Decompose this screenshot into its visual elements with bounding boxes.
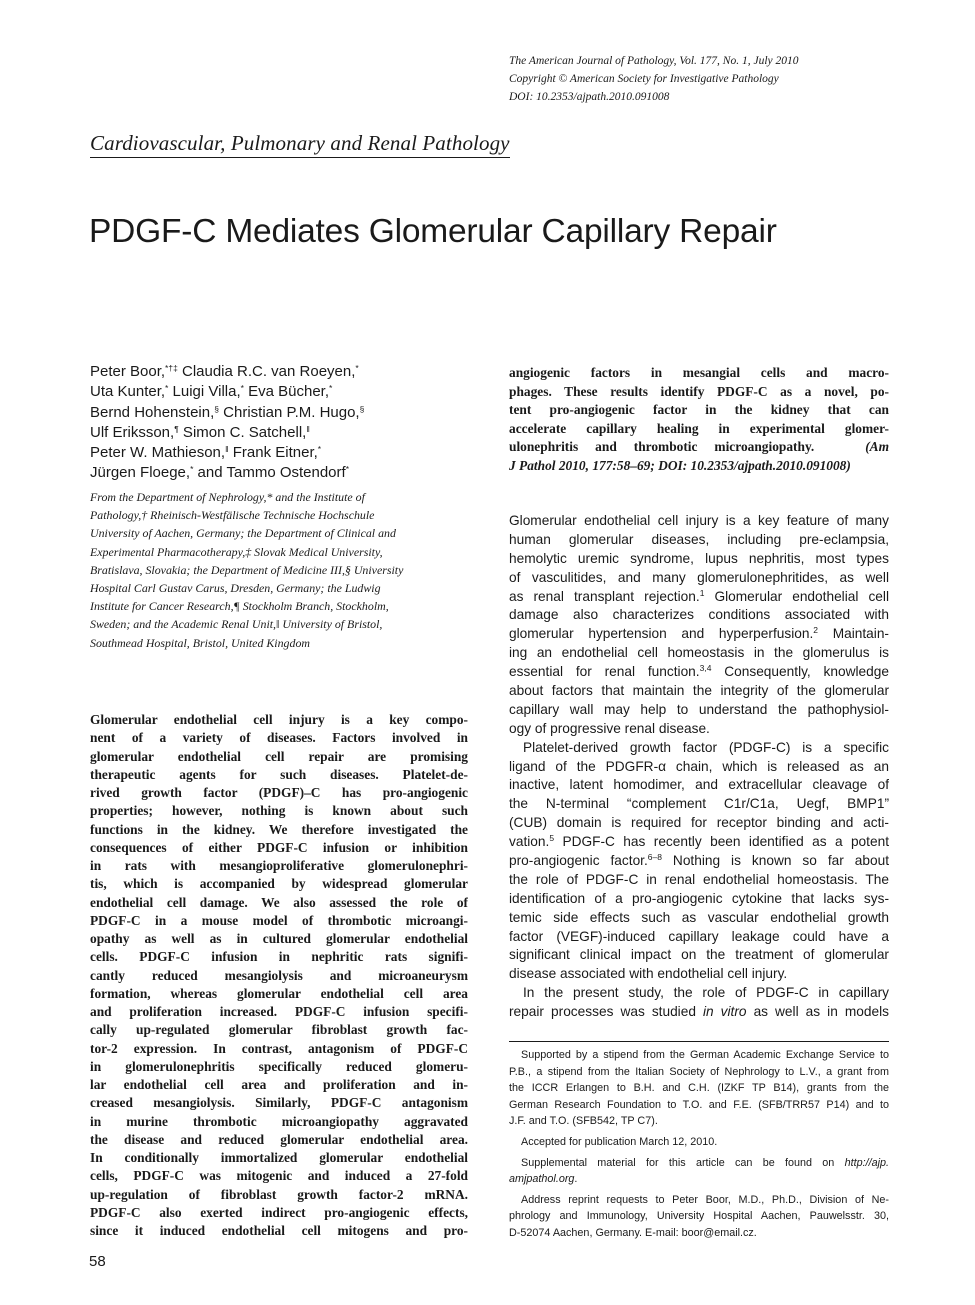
journal-copyright: Copyright © American Society for Investigative Pathology: [509, 73, 779, 85]
author-line: Peter Boor,*†‡ Claudia R.C. van Roeyen,*: [90, 363, 359, 380]
citation-line: J Pathol 2010, 177:58–69; DOI: 10.2353/ajpath.2010.091008): [509, 457, 851, 473]
abstract-line: the disease and reduced glomerular endothelial area.: [90, 1131, 468, 1147]
author-line: Peter W. Mathieson,‖ Frank Eitner,*: [90, 444, 322, 462]
abstract-line: in rats with mesangioproliferative glomerulonephri-: [90, 858, 468, 873]
affiliation-line: University of Aachen, Germany; the Department of Clinical and: [90, 526, 396, 541]
abstract-line: In conditionally immortalized glomerular endothelial: [90, 1150, 468, 1165]
body-line: human glomerular diseases, including pre-eclampsia,: [509, 531, 889, 547]
footnote-divider: [509, 1041, 889, 1042]
abstract-line: cally up-regulated glomerular fibroblast growth fac-: [90, 1022, 468, 1038]
abstract-line: cantly reduced mesangiolysis and microaneurysm: [90, 967, 468, 983]
body-line: glomerular hypertension and hyperperfusion.$^2$ Maintain-: [509, 625, 889, 642]
supplemental-link[interactable]: http://ajp.: [844, 1156, 889, 1169]
address-line: D-52074 Aachen, Germany. E-mail: boor@email.cz.: [509, 1226, 757, 1239]
footnote-line: Supported by a stipend from the German Academic Exchange Service to: [521, 1049, 889, 1061]
reference-6-8[interactable]: 6–8: [647, 852, 662, 863]
journal-header: [509, 52, 909, 106]
affiliation-line: Experimental Pharmacotherapy,‡ Slovak Medical University,: [90, 544, 383, 559]
body-line: as renal transplant rejection.$^1$ Glomerular endothelial cell: [509, 587, 889, 604]
affiliation-line: Sweden; and the Academic Renal Unit,‖ University of Bristol,: [90, 617, 383, 632]
abstract-line: since it induced endothelial cell mitogens and pro-: [90, 1223, 468, 1238]
body-line: inactive, latent homodimer, and extracellular cleavage of: [509, 777, 889, 793]
abstract-line: formation, whereas glomerular endothelial cell area: [90, 985, 468, 1001]
body-line: identification of a pro-angiogenic cytokine that lacks sys-: [509, 890, 889, 906]
abstract-line: up-regulation of fibroblast growth factor-2 mRNA.: [90, 1186, 468, 1202]
page-number: 58: [89, 1253, 106, 1270]
journal-citation: The American Journal of Pathology, Vol. 177, No. 1, July 2010: [509, 55, 799, 67]
affiliation-line: Pathology,† Rheinisch-Westfälische Technische Hochschule: [90, 508, 375, 523]
abstract-line: lar endothelial cell area and proliferation and in-: [90, 1077, 468, 1092]
address-line: Address reprint requests to Peter Boor, M.D., Ph.D., Division of Ne-: [521, 1193, 889, 1206]
body-line: factor (VEGF)-induced capillary leakage could have a: [509, 928, 889, 944]
author-line: Uta Kunter,* Luigi Villa,* Eva Bücher,*: [90, 383, 333, 401]
body-line: ing an endothelial cell homeostasis in the glomerulus is: [509, 645, 889, 661]
author-list: [90, 362, 480, 484]
reference-2[interactable]: 2: [813, 625, 819, 636]
abstract-line: Glomerular endothelial cell injury is a key compo-: [90, 712, 468, 727]
body-line: essential for renal function.$^{3,4}$ Consequently, knowledge: [509, 663, 889, 680]
abstract: [90, 711, 468, 1240]
abstract-line: therapeutic agents for such diseases. Platelet-de-: [90, 766, 468, 782]
footnotes: [509, 1047, 889, 1242]
reference-5[interactable]: 5: [549, 833, 555, 844]
body-line: the N-terminal “complement C1r/C1a, Uegf, BMP1”: [509, 796, 889, 812]
body-line: (CUB) domain is required for receptor binding and acti-: [509, 815, 889, 831]
abstract-line: tor-2 expression. In contrast, antagonism of PDGF-C: [90, 1040, 468, 1056]
reference-3-4[interactable]: 3,4: [699, 663, 712, 674]
body-text: [509, 512, 889, 1022]
footnote-line: the ICCR Erlangen to B.H. and C.H. (IZKF TP B14), grants from the: [509, 1082, 889, 1095]
abstract-line: and proliferation increased. PDGF-C infusion specifi-: [90, 1004, 468, 1019]
affiliation: [90, 488, 480, 652]
journal-doi: DOI: 10.2353/ajpath.2010.091008: [509, 91, 670, 103]
body-line: ogy of progressive renal disease.: [509, 720, 710, 736]
body-line: vation.$^5$ PDGF-C has recently been identified as a potent: [509, 833, 889, 850]
abstract-line: accelerate capillary healing in experimental glomer-: [509, 420, 889, 436]
abstract-line: rived growth factor (PDGF)–C has pro-angiogenic: [90, 785, 468, 800]
body-line: about factors that maintain the integrity of the glomerular: [509, 683, 889, 699]
abstract-line: tis, which is accompanied by widespread glomerular: [90, 876, 468, 892]
footnote-line: German Research Foundation to T.O. and F.E. (SFB/TRR57 P14) and to: [509, 1098, 889, 1111]
abstract-line: endothelial cell damage. We also assessed the role of: [90, 894, 468, 910]
body-line: hemolytic uremic syndrome, lupus nephritis, most types: [509, 550, 889, 566]
article-title: PDGF-C Mediates Glomerular Capillary Repair: [89, 213, 777, 250]
body-line: Glomerular endothelial cell injury is a key feature of many: [509, 513, 889, 528]
supplemental-note: amjpathol.org.: [509, 1173, 578, 1186]
abstract-line: cells, PDGF-C was mitogenic and induced a 27-fold: [90, 1168, 468, 1184]
affiliation-line: Hospital Carl Gustav Carus, Dresden, Germany; the Ludwig: [90, 581, 381, 596]
abstract-line: in glomerulonephritis specifically reduced glomeru-: [90, 1058, 468, 1074]
footnote-line: J.F. and T.O. (SFB542, TP C7).: [509, 1115, 658, 1128]
abstract-line: PDGF-C in a mouse model of thrombotic microangi-: [90, 912, 468, 928]
affiliation-line: Southmead Hospital, Bristol, United Kingdom: [90, 635, 310, 650]
supplemental-note: Supplemental material for this article can be found on http://ajp.: [521, 1156, 889, 1169]
body-line: ligand of the PDGFR-α chain, which is released as an: [509, 758, 889, 774]
section-heading: Cardiovascular, Pulmonary and Renal Pathology: [90, 131, 510, 158]
body-line: significant clinical impact on the treatment of glomerular: [509, 947, 889, 963]
abstract-line: PDGF-C also exerted indirect pro-angiogenic effects,: [90, 1204, 468, 1220]
abstract-line: creased mesangiolysis. Similarly, PDGF-C antagonism: [90, 1095, 468, 1111]
body-line: Platelet-derived growth factor (PDGF-C) is a specific: [523, 739, 889, 755]
body-line: disease associated with endothelial cell injury.: [509, 966, 788, 982]
abstract-line: angiogenic factors in mesangial cells and macro-: [509, 365, 889, 380]
abstract-line: ulonephritis and thrombotic microangiopathy. (Am: [509, 439, 889, 455]
reference-1[interactable]: 1: [699, 587, 705, 598]
abstract-line: opathy as well as in cultured glomerular endothelial: [90, 931, 468, 946]
abstract-line: phages. These results identify PDGF-C as a novel, po-: [509, 383, 889, 399]
abstract-line: in murine thrombotic microangiopathy aggravated: [90, 1113, 468, 1129]
abstract-continued: [509, 364, 889, 476]
abstract-line: nent of a variety of diseases. Factors involved in: [90, 730, 468, 746]
body-line: of vasculitides, and many glomerulonephritides, as well: [509, 569, 889, 585]
body-line: temic side effects such as vascular endothelial growth: [509, 909, 889, 925]
body-line: repair processes was studied in vitro as well as in models: [509, 1004, 889, 1020]
author-line: Bernd Hohenstein,§ Christian P.M. Hugo,§: [90, 403, 365, 421]
accepted-date: Accepted for publication March 12, 2010.: [521, 1135, 718, 1148]
affiliation-line: From the Department of Nephrology,* and the Institute of: [90, 490, 365, 504]
abstract-line: properties; however, nothing is known about such: [90, 803, 468, 819]
footnote-line: P.B., a stipend from the Italian Society of Nephrology to L.V., a grant from: [509, 1065, 889, 1078]
address-line: phrology and Immunology, University Hospital Aachen, Pauwelsstr. 30,: [509, 1210, 889, 1223]
supplemental-link[interactable]: amjpathol.org: [509, 1173, 575, 1186]
abstract-line: glomerular endothelial cell repair are promising: [90, 748, 468, 764]
affiliation-line: Bratislava, Slovakia; the Department of Medicine III,§ University: [90, 562, 404, 577]
author-line: Ulf Eriksson,¶ Simon C. Satchell,‖: [90, 423, 310, 441]
body-line: pro-angiogenic factor.$^{6-8}$ Nothing is known so far about: [509, 852, 889, 869]
abstract-line: functions in the kidney. We therefore investigated the: [90, 821, 468, 837]
author-line: Jürgen Floege,* and Tammo Ostendorf*: [90, 464, 350, 482]
abstract-line: tent pro-angiogenic factor in the kidney that can: [509, 402, 889, 418]
citation: (Am: [865, 439, 889, 455]
body-line: the role of PDGF-C in renal endothelial homeostasis. The: [509, 871, 889, 887]
affiliation-line: Institute for Cancer Research,¶ Stockholm Branch, Stockholm,: [90, 599, 389, 614]
body-line: damage also characterizes conditions associated with: [509, 607, 889, 623]
body-line: capillary wall may help to understand the pathophysiol-: [509, 701, 889, 717]
abstract-line: cells. PDGF-C infusion in nephritic rats signifi-: [90, 949, 468, 965]
body-line: In the present study, the role of PDGF-C in capillary: [523, 985, 889, 1001]
abstract-line: consequences of either PDGF-C infusion or inhibition: [90, 839, 468, 855]
